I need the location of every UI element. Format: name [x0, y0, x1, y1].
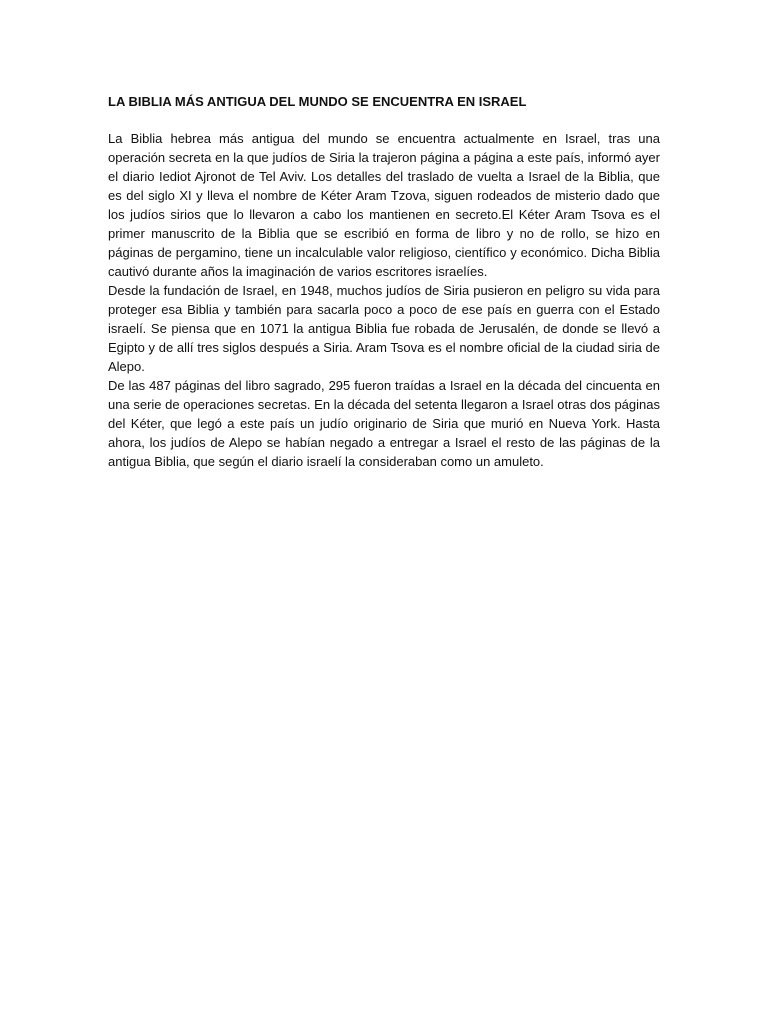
document-title: LA BIBLIA MÁS ANTIGUA DEL MUNDO SE ENCUENTRA EN ISRAEL — [108, 94, 527, 109]
paragraph-3: De las 487 páginas del libro sagrado, 295 fueron traídas a Israel en la década del cincuenta en una serie de operaciones secretas. En la década del setenta llegaron a Israel otras dos páginas del Kéter, que legó a este país un judío originario de Siria que murió en Nueva York. Hasta ahora, los judíos de Alepo se habían negado a entregar a Israel el resto de las páginas de la antigua Biblia, que según el diario israelí la consideraban como un amuleto. — [108, 378, 660, 469]
document-content — [108, 93, 660, 471]
paragraph-1: La Biblia hebrea más antigua del mundo se encuentra actualmente en Israel, tras una operación secreta en la que judíos de Siria la trajeron página a página a este país, informó ayer el diario Iediot Ajronot de Tel Aviv. Los detalles del traslado de vuelta a Israel de la Biblia, que es del siglo XI y lleva el nombre de Kéter Aram Tzova, siguen rodeados de misterio dado que los judíos sirios que lo llevaron a cabo los mantienen en secreto.El Kéter Aram Tsova es el primer manuscrito de la Biblia que se escribió en forma de libro y no de rollo, se hizo en páginas de pergamino, tiene un incalculable valor religioso, científico y económico. Dicha Biblia cautivó durante años la imaginación de varios escritores israelíes. — [108, 131, 660, 279]
document-body — [108, 129, 660, 471]
paragraph-2: Desde la fundación de Israel, en 1948, muchos judíos de Siria pusieron en peligro su vida para proteger esa Biblia y también para sacarla poco a poco de ese país en guerra con el Estado israelí. Se piensa que en 1071 la antigua Biblia fue robada de Jerusalén, de donde se llevó a Egipto y de allí tres siglos después a Siria. Aram Tsova es el nombre oficial de la ciudad siria de Alepo. — [108, 283, 660, 374]
